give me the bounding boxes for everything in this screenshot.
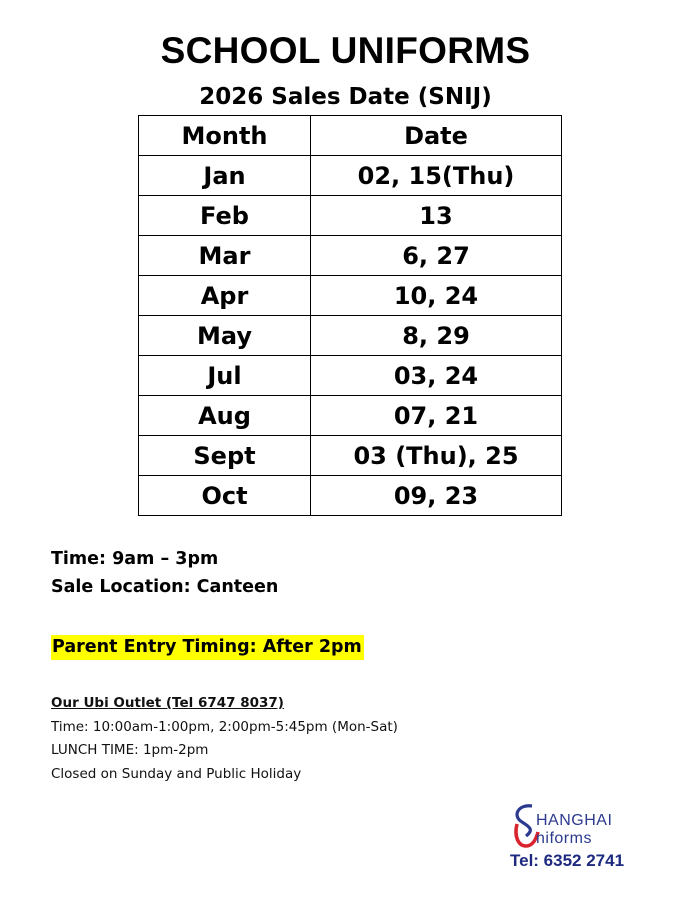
date-cell: 13 <box>311 196 562 236</box>
month-cell: Jan <box>139 156 311 196</box>
table-row <box>139 436 562 476</box>
outlet-heading: Our Ubi Outlet (Tel 6747 8037) <box>51 695 284 711</box>
date-cell: 10, 24 <box>311 276 562 316</box>
page-title: SCHOOL UNIFORMS <box>160 30 531 71</box>
date-cell: 03, 24 <box>311 356 562 396</box>
outlet-hours: Time: 10:00am-1:00pm, 2:00pm-5:45pm (Mon-Sat) <box>51 718 398 735</box>
month-cell: Feb <box>139 196 311 236</box>
date-cell: 6, 27 <box>311 236 562 276</box>
date-cell: 03 (Thu), 25 <box>311 436 562 476</box>
table-row <box>139 476 562 516</box>
page-subtitle: 2026 Sales Date (SNIJ) <box>199 84 492 110</box>
sales-date-table <box>138 115 562 516</box>
table-row <box>139 316 562 356</box>
date-cell: 02, 15(Thu) <box>311 156 562 196</box>
table-row <box>139 196 562 236</box>
column-header-date: Date <box>311 116 562 156</box>
table-row <box>139 236 562 276</box>
table-row <box>139 356 562 396</box>
month-cell: Oct <box>139 476 311 516</box>
month-cell: Apr <box>139 276 311 316</box>
table-row <box>139 276 562 316</box>
logo-line-1: HANGHAI <box>536 812 613 829</box>
table-header-row <box>139 116 562 156</box>
date-cell: 07, 21 <box>311 396 562 436</box>
outlet-closed: Closed on Sunday and Public Holiday <box>51 765 302 782</box>
month-cell: Jul <box>139 356 311 396</box>
column-header-month: Month <box>139 116 311 156</box>
date-cell: 8, 29 <box>311 316 562 356</box>
month-cell: Sept <box>139 436 311 476</box>
table-row <box>139 396 562 436</box>
logo-telephone: Tel: 6352 2741 <box>510 851 625 870</box>
month-cell: Mar <box>139 236 311 276</box>
outlet-lunch: LUNCH TIME: 1pm-2pm <box>51 742 209 758</box>
sale-location: Sale Location: Canteen <box>51 577 279 597</box>
parent-entry-highlight: Parent Entry Timing: After 2pm <box>51 635 364 660</box>
month-cell: Aug <box>139 396 311 436</box>
parent-entry-notice <box>51 636 364 658</box>
logo-line-2: niforms <box>536 830 592 847</box>
outlet-info <box>51 692 398 786</box>
date-cell: 09, 23 <box>311 476 562 516</box>
sale-time: Time: 9am – 3pm <box>51 549 219 569</box>
table-row <box>139 156 562 196</box>
month-cell: May <box>139 316 311 356</box>
